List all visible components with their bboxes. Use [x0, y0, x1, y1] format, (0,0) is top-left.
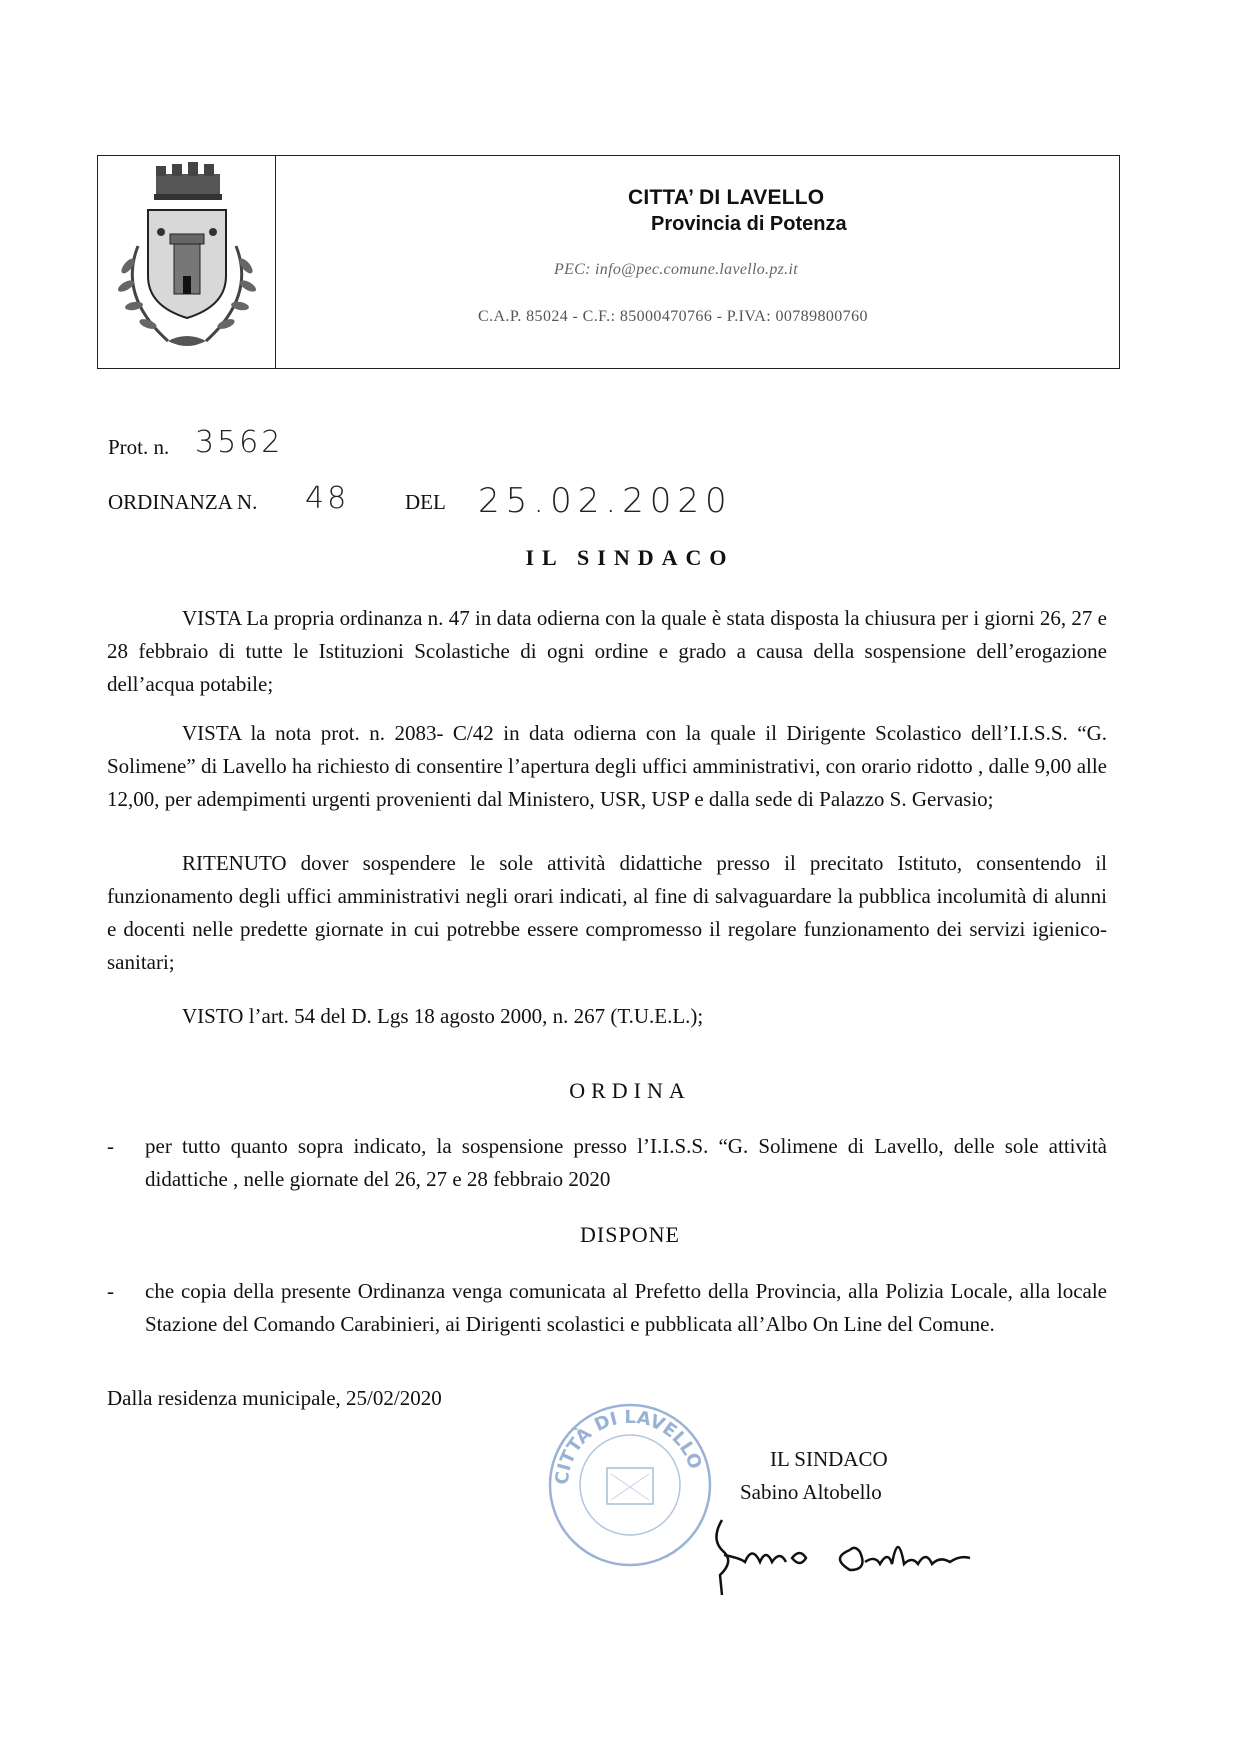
ordinance-date: 25.02.2020 [478, 481, 733, 521]
city-name: CITTA’ DI LAVELLO [628, 186, 825, 209]
del-label: DEL [405, 490, 446, 514]
protocol-number: 3562 [195, 425, 284, 460]
bullet-dash: - [107, 1134, 114, 1158]
handwritten-signature-icon [700, 1500, 990, 1600]
signature-name: Sabino Altobello [740, 1480, 882, 1504]
fiscal-codes: C.A.P. 85024 - C.F.: 85000470766 - P.IVA: 00789800760 [478, 308, 868, 325]
ordina-heading: ORDINA [569, 1078, 691, 1103]
city-crest-icon [98, 156, 274, 366]
dispone-text: che copia della presente Ordinanza venga comunicata al Prefetto della Provincia, alla Polizia Locale, alla locale Stazione del Comando Carabinieri, ai Dirigenti scolastici e pubblicata all’Albo On Line del Comune. [145, 1279, 1107, 1336]
paragraph-text: VISTA La propria ordinanza n. 47 in data odierna con la quale è stata disposta la chiusura per i giorni 26, 27 e 28 febbraio di tutte le Istituzioni Scolastiche di ogni ordine e grado a causa della sospensione dell’erogazione dell’acqua potabile; [107, 606, 1107, 696]
crest-cell [98, 156, 276, 368]
paragraph-text: VISTA la nota prot. n. 2083- C/42 in data odierna con la quale il Dirigente Scolastico dell’I.I.S.S. “G. Solimene” di Lavello ha richiesto di consentire l’apertura degli uffici amministrativi, con orario ridotto , dalle 9,00 alle 12,00, per adempimenti urgenti provenienti dal Ministero, USR, USP e dalla sede di Palazzo S. Gervasio; [107, 721, 1107, 811]
paragraph-text: RITENUTO dover sospendere le sole attività didattiche presso il precitato Istituto, consentendo il funzionamento degli uffici amministrativi negli orari indicati, al fine di salvaguardare la pubblica incolumità di alunni e docenti nelle predette giornate in cui potrebbe essere compromesso il regolare funzionamento dei servizi igienico-sanitari; [107, 851, 1107, 974]
province-name: Provincia di Potenza [651, 213, 847, 235]
paragraph-vista-1 [107, 602, 1107, 701]
page-heading: IL SINDACO [525, 545, 735, 570]
place-date: Dalla residenza municipale, 25/02/2020 [107, 1386, 442, 1410]
ordinance-label: ORDINANZA N. [108, 490, 258, 514]
svg-text:CITTÀ DI LAVELLO [552, 1407, 706, 1486]
letterhead [97, 155, 1120, 369]
protocol-label: Prot. n. [108, 435, 170, 459]
stamp-text: CITTÀ DI LAVELLO [551, 1406, 706, 1486]
dispone-heading: DISPONE [580, 1222, 680, 1247]
ordina-text: per tutto quanto sopra indicato, la sospensione presso l’I.I.S.S. “G. Solimene di Lavello, delle sole attività didattiche , nelle giornate del 26, 27 e 28 febbraio 2020 [145, 1134, 1107, 1191]
paragraph-text: VISTO l’art. 54 del D. Lgs 18 agosto 2000, n. 267 (T.U.E.L.); [182, 1004, 704, 1028]
paragraph-vista-2 [107, 717, 1107, 816]
signature-title: IL SINDACO [770, 1447, 888, 1471]
dispone-item [107, 1275, 1107, 1341]
ordinance-number: 48 [305, 481, 350, 516]
bullet-dash: - [107, 1279, 114, 1303]
ordina-item [107, 1130, 1107, 1196]
paragraph-ritenuto [107, 847, 1107, 979]
paragraph-visto [107, 1000, 1107, 1033]
municipal-stamp-icon [545, 1400, 715, 1570]
pec-address: PEC: info@pec.comune.lavello.pz.it [554, 261, 798, 278]
